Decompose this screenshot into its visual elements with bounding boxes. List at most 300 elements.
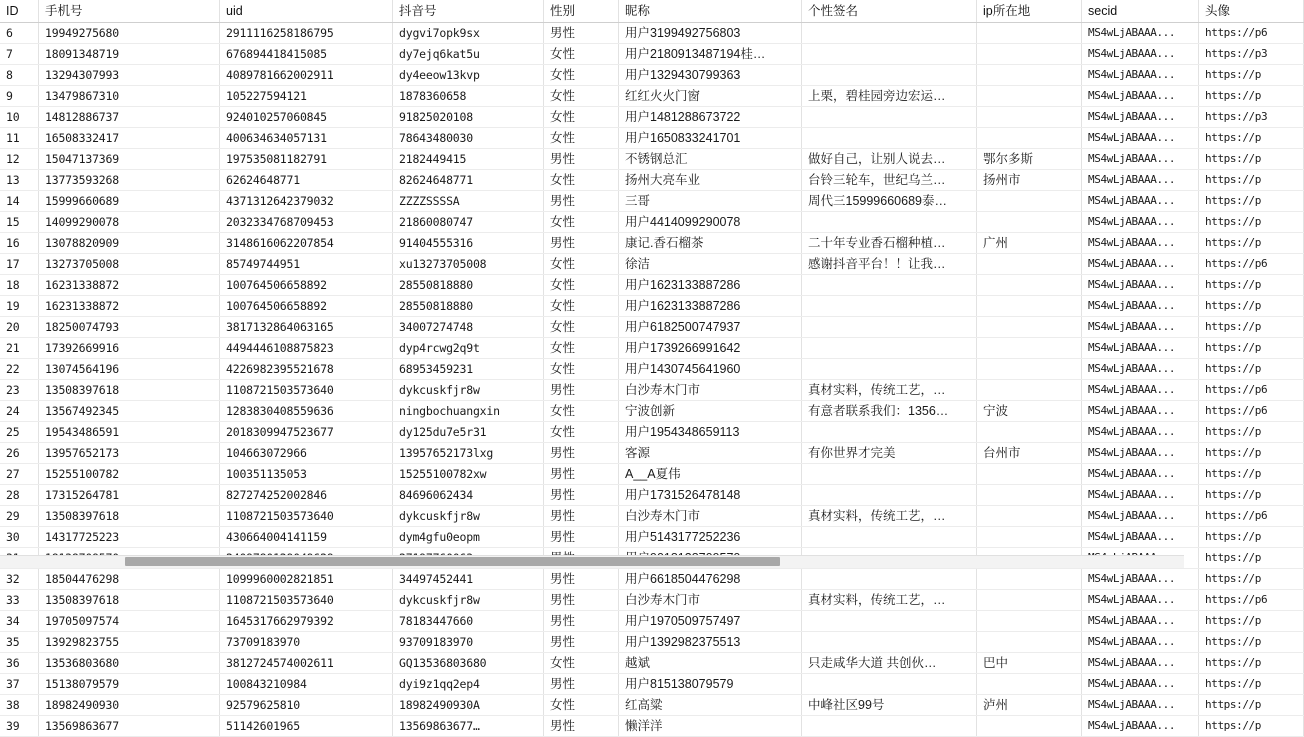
cell-phone: 14812886737 [39,107,220,128]
cell-phone: 13508397618 [39,590,220,611]
table-row[interactable] [0,527,1304,548]
cell-secid: MS4wLjABAAA... [1082,338,1199,359]
cell-gender: 女性 [544,275,619,296]
table-row[interactable] [0,569,1304,590]
cell-phone: 15255100782 [39,464,220,485]
cell-nickname: 白沙寿木门市 [619,380,802,401]
cell-nickname: 用户1623133887286 [619,296,802,317]
column-header-avatar[interactable]: 头像 [1199,0,1304,23]
cell-signature [802,338,977,359]
cell-secid: MS4wLjABAAA... [1082,695,1199,716]
cell-nickname: 徐洁 [619,254,802,275]
cell-gender: 女性 [544,317,619,338]
cell-uid: 100843210984 [220,674,393,695]
cell-nickname: 用户1739266991642 [619,338,802,359]
cell-nickname: 客源 [619,443,802,464]
cell-secid: MS4wLjABAAA... [1082,674,1199,695]
cell-gender: 女性 [544,695,619,716]
table-row[interactable] [0,380,1304,401]
cell-uid: 1645317662979392 [220,611,393,632]
cell-phone: 14099290078 [39,212,220,233]
cell-douyin: 84696062434 [393,485,544,506]
cell-douyin: GQ13536803680 [393,653,544,674]
column-header-id[interactable]: ID [0,0,39,23]
cell-id: 28 [0,485,39,506]
cell-signature [802,44,977,65]
cell-id: 30 [0,527,39,548]
cell-phone: 13567492345 [39,401,220,422]
column-header-uid[interactable]: uid [220,0,393,23]
cell-uid: 51142601965 [220,716,393,737]
column-header-signature[interactable]: 个性签名 [802,0,977,23]
cell-gender: 女性 [544,422,619,443]
cell-phone: 13508397618 [39,506,220,527]
cell-avatar: https://p [1199,611,1304,632]
table-row[interactable] [0,485,1304,506]
cell-phone: 13957652173 [39,443,220,464]
table-row[interactable] [0,716,1304,737]
cell-uid: 2911116258186795 [220,23,393,44]
cell-ip [977,359,1082,380]
table-row[interactable] [0,632,1304,653]
cell-id: 9 [0,86,39,107]
cell-signature: 做好自己，让别人说去… [802,149,977,170]
table-row[interactable] [0,317,1304,338]
table-row[interactable] [0,86,1304,107]
cell-secid: MS4wLjABAAA... [1082,527,1199,548]
cell-secid: MS4wLjABAAA... [1082,653,1199,674]
cell-phone: 13294307993 [39,65,220,86]
cell-secid: MS4wLjABAAA... [1082,44,1199,65]
table-row[interactable] [0,275,1304,296]
cell-ip [977,464,1082,485]
cell-douyin: 91825020108 [393,107,544,128]
cell-avatar: https://p6 [1199,380,1304,401]
cell-nickname: 用户1392982375513 [619,632,802,653]
cell-ip [977,65,1082,86]
cell-ip [977,380,1082,401]
cell-ip [977,674,1082,695]
cell-secid: MS4wLjABAAA... [1082,422,1199,443]
cell-douyin: ningbochuangxin [393,401,544,422]
table-row[interactable] [0,149,1304,170]
cell-secid: MS4wLjABAAA... [1082,128,1199,149]
cell-uid: 3148616062207854 [220,233,393,254]
cell-gender: 男性 [544,23,619,44]
cell-douyin: xu13273705008 [393,254,544,275]
cell-douyin: 2182449415 [393,149,544,170]
cell-avatar: https://p [1199,296,1304,317]
cell-uid: 4089781662002911 [220,65,393,86]
cell-gender: 男性 [544,611,619,632]
table-row[interactable] [0,44,1304,65]
cell-id: 17 [0,254,39,275]
cell-ip [977,569,1082,590]
cell-nickname: 用户815138079579 [619,674,802,695]
cell-gender: 男性 [544,569,619,590]
cell-secid: MS4wLjABAAA... [1082,590,1199,611]
cell-signature: 上栗，碧桂园旁边宏运… [802,86,977,107]
table-row[interactable] [0,590,1304,611]
cell-nickname: 康记.香石榴茶 [619,233,802,254]
cell-phone: 13074564196 [39,359,220,380]
cell-secid: MS4wLjABAAA... [1082,716,1199,737]
cell-signature [802,275,977,296]
cell-id: 37 [0,674,39,695]
cell-ip: 广州 [977,233,1082,254]
cell-signature: 真材实料，传统工艺，… [802,380,977,401]
cell-nickname: 用户4414099290078 [619,212,802,233]
cell-gender: 女性 [544,170,619,191]
cell-signature [802,23,977,44]
cell-gender: 女性 [544,65,619,86]
cell-avatar: https://p [1199,464,1304,485]
cell-ip: 扬州市 [977,170,1082,191]
cell-id: 6 [0,23,39,44]
cell-phone: 17392669916 [39,338,220,359]
cell-id: 10 [0,107,39,128]
cell-douyin: 78183447660 [393,611,544,632]
cell-phone: 15999660689 [39,191,220,212]
cell-secid: MS4wLjABAAA... [1082,632,1199,653]
cell-signature [802,569,977,590]
cell-gender: 女性 [544,359,619,380]
cell-avatar: https://p6 [1199,506,1304,527]
cell-uid: 100351135053 [220,464,393,485]
cell-signature [802,422,977,443]
cell-uid: 4226982395521678 [220,359,393,380]
cell-avatar: https://p [1199,653,1304,674]
cell-nickname: 懒洋洋 [619,716,802,737]
cell-secid: MS4wLjABAAA... [1082,149,1199,170]
table-row[interactable] [0,674,1304,695]
cell-nickname: 红高粱 [619,695,802,716]
cell-id: 8 [0,65,39,86]
cell-gender: 男性 [544,191,619,212]
cell-avatar: https://p [1199,422,1304,443]
cell-secid: MS4wLjABAAA... [1082,275,1199,296]
cell-avatar: https://p [1199,632,1304,653]
cell-uid: 100764506658892 [220,275,393,296]
cell-ip [977,422,1082,443]
cell-secid: MS4wLjABAAA... [1082,401,1199,422]
cell-secid: MS4wLjABAAA... [1082,317,1199,338]
cell-nickname: 用户1430745641960 [619,359,802,380]
cell-id: 22 [0,359,39,380]
cell-secid: MS4wLjABAAA... [1082,254,1199,275]
cell-avatar: https://p [1199,674,1304,695]
cell-gender: 男性 [544,632,619,653]
table-row[interactable] [0,23,1304,44]
cell-secid: MS4wLjABAAA... [1082,86,1199,107]
cell-ip: 鄂尔多斯 [977,149,1082,170]
cell-id: 16 [0,233,39,254]
cell-ip [977,485,1082,506]
table-row[interactable] [0,464,1304,485]
cell-gender: 男性 [544,380,619,401]
cell-douyin: dy4eeow13kvp [393,65,544,86]
cell-avatar: https://p [1199,170,1304,191]
cell-douyin: dygvi7opk9sx [393,23,544,44]
column-header-phone[interactable]: 手机号 [39,0,220,23]
cell-signature: 有意者联系我们：1356… [802,401,977,422]
table-row[interactable] [0,443,1304,464]
cell-secid: MS4wLjABAAA... [1082,611,1199,632]
cell-signature: 真材实料，传统工艺，… [802,506,977,527]
table-row[interactable] [0,212,1304,233]
cell-secid: MS4wLjABAAA... [1082,212,1199,233]
cell-nickname: 三哥 [619,191,802,212]
cell-id: 7 [0,44,39,65]
cell-ip [977,191,1082,212]
table-row[interactable] [0,65,1304,86]
cell-ip [977,296,1082,317]
cell-phone: 13773593268 [39,170,220,191]
column-header-gender[interactable]: 性别 [544,0,619,23]
cell-phone: 15047137369 [39,149,220,170]
cell-ip [977,527,1082,548]
cell-douyin: dykcuskfjr8w [393,380,544,401]
cell-ip [977,317,1082,338]
cell-avatar: https://p [1199,233,1304,254]
cell-ip [977,86,1082,107]
cell-douyin: ZZZZSSSSA [393,191,544,212]
cell-uid: 1108721503573640 [220,590,393,611]
column-header-secid[interactable]: secid [1082,0,1199,23]
cell-signature: 台铃三轮车，世纪乌兰… [802,170,977,191]
cell-douyin: 21860080747 [393,212,544,233]
cell-gender: 女性 [544,254,619,275]
cell-id: 11 [0,128,39,149]
cell-ip [977,632,1082,653]
cell-secid: MS4wLjABAAA... [1082,170,1199,191]
cell-gender: 男性 [544,443,619,464]
cell-signature [802,527,977,548]
cell-phone: 16508332417 [39,128,220,149]
table-row[interactable] [0,611,1304,632]
cell-secid: MS4wLjABAAA... [1082,380,1199,401]
cell-nickname: 宁波创新 [619,401,802,422]
column-header-douyin[interactable]: 抖音号 [393,0,544,23]
cell-douyin: dykcuskfjr8w [393,506,544,527]
cell-signature: 周代三15999660689泰… [802,191,977,212]
cell-uid: 62624648771 [220,170,393,191]
cell-id: 12 [0,149,39,170]
table-row[interactable] [0,170,1304,191]
cell-douyin: 13957652173lxg [393,443,544,464]
cell-avatar: https://p [1199,86,1304,107]
cell-ip [977,611,1082,632]
cell-phone: 13078820909 [39,233,220,254]
cell-avatar: https://p [1199,212,1304,233]
cell-nickname: 用户1970509757497 [619,611,802,632]
cell-id: 19 [0,296,39,317]
cell-ip [977,107,1082,128]
cell-gender: 女性 [544,107,619,128]
table-row[interactable] [0,191,1304,212]
cell-douyin: dym4gfu0eopm [393,527,544,548]
cell-secid: MS4wLjABAAA... [1082,65,1199,86]
cell-ip [977,590,1082,611]
cell-secid: MS4wLjABAAA... [1082,485,1199,506]
cell-phone: 18504476298 [39,569,220,590]
cell-nickname: 用户6182500747937 [619,317,802,338]
cell-ip: 泸州 [977,695,1082,716]
cell-id: 34 [0,611,39,632]
cell-nickname: 越斌 [619,653,802,674]
cell-signature [802,674,977,695]
cell-signature [802,632,977,653]
table-row[interactable] [0,296,1304,317]
cell-avatar: https://p [1199,338,1304,359]
table-row[interactable] [0,359,1304,380]
column-header-nickname[interactable]: 昵称 [619,0,802,23]
table-row[interactable] [0,233,1304,254]
cell-id: 27 [0,464,39,485]
cell-nickname: 不锈钢总汇 [619,149,802,170]
cell-ip [977,44,1082,65]
cell-signature: 只走咸华大道 共创伙… [802,653,977,674]
cell-secid: MS4wLjABAAA... [1082,569,1199,590]
cell-douyin: dy7ejq6kat5u [393,44,544,65]
cell-signature [802,296,977,317]
cell-signature [802,65,977,86]
cell-secid: MS4wLjABAAA... [1082,359,1199,380]
cell-id: 29 [0,506,39,527]
cell-id: 14 [0,191,39,212]
table-row[interactable] [0,128,1304,149]
cell-nickname: 红红火火门窗 [619,86,802,107]
cell-phone: 18250074793 [39,317,220,338]
cell-gender: 男性 [544,527,619,548]
cell-id: 21 [0,338,39,359]
cell-phone: 13536803680 [39,653,220,674]
cell-signature [802,128,977,149]
table-row[interactable] [0,254,1304,275]
table-row[interactable] [0,506,1304,527]
cell-phone: 18982490930 [39,695,220,716]
table-row[interactable] [0,107,1304,128]
cell-phone: 13273705008 [39,254,220,275]
cell-id: 24 [0,401,39,422]
cell-nickname: 用户6618504476298 [619,569,802,590]
cell-id: 23 [0,380,39,401]
cell-ip [977,128,1082,149]
cell-avatar: https://p [1199,569,1304,590]
cell-signature [802,212,977,233]
cell-uid: 100764506658892 [220,296,393,317]
cell-uid: 4371312642379032 [220,191,393,212]
cell-id: 18 [0,275,39,296]
cell-avatar: https://p [1199,527,1304,548]
cell-avatar: https://p [1199,443,1304,464]
cell-nickname: 用户2180913487194桂… [619,44,802,65]
cell-avatar: https://p6 [1199,590,1304,611]
cell-phone: 13508397618 [39,380,220,401]
cell-gender: 男性 [544,674,619,695]
horizontal-scrollbar-thumb[interactable] [125,557,780,566]
cell-uid: 92579625810 [220,695,393,716]
cell-phone: 19543486591 [39,422,220,443]
cell-nickname: 用户3199492756803 [619,23,802,44]
cell-signature: 有你世界才完美 [802,443,977,464]
table-body [0,23,1304,737]
cell-signature: 二十年专业香石榴种植… [802,233,977,254]
cell-avatar: https://p3 [1199,44,1304,65]
cell-avatar: https://p [1199,695,1304,716]
cell-douyin: 18982490930A [393,695,544,716]
cell-douyin: 28550818880 [393,296,544,317]
table-row[interactable] [0,401,1304,422]
cell-id: 36 [0,653,39,674]
cell-id: 35 [0,632,39,653]
cell-nickname: 扬州大亮车业 [619,170,802,191]
cell-secid: MS4wLjABAAA... [1082,191,1199,212]
cell-douyin: 28550818880 [393,275,544,296]
cell-avatar: https://p6 [1199,401,1304,422]
cell-ip [977,23,1082,44]
cell-nickname: 白沙寿木门市 [619,506,802,527]
cell-douyin: 82624648771 [393,170,544,191]
cell-avatar: https://p [1199,128,1304,149]
cell-gender: 男性 [544,485,619,506]
cell-signature [802,317,977,338]
cell-ip: 台州市 [977,443,1082,464]
cell-avatar: https://p [1199,485,1304,506]
cell-uid: 3817132864063165 [220,317,393,338]
cell-uid: 2018309947523677 [220,422,393,443]
cell-signature [802,611,977,632]
table-row[interactable] [0,695,1304,716]
horizontal-scrollbar[interactable] [0,555,1184,568]
cell-secid: MS4wLjABAAA... [1082,23,1199,44]
cell-douyin: 34007274748 [393,317,544,338]
cell-avatar: https://p [1199,359,1304,380]
cell-nickname: 白沙寿木门市 [619,590,802,611]
cell-douyin: 93709183970 [393,632,544,653]
table-row[interactable] [0,422,1304,443]
table-row[interactable] [0,338,1304,359]
column-header-ip[interactable]: ip所在地 [977,0,1082,23]
cell-signature [802,464,977,485]
cell-uid: 1283830408559636 [220,401,393,422]
cell-phone: 14317725223 [39,527,220,548]
cell-phone: 19949275680 [39,23,220,44]
cell-signature [802,107,977,128]
cell-ip [977,275,1082,296]
cell-ip [977,716,1082,737]
cell-phone: 17315264781 [39,485,220,506]
cell-uid: 1108721503573640 [220,506,393,527]
cell-uid: 827274252002846 [220,485,393,506]
cell-gender: 女性 [544,212,619,233]
cell-uid: 1099960002821851 [220,569,393,590]
cell-douyin: 15255100782xw [393,464,544,485]
cell-douyin: 68953459231 [393,359,544,380]
cell-signature: 真材实料，传统工艺，… [802,590,977,611]
cell-id: 20 [0,317,39,338]
cell-gender: 女性 [544,296,619,317]
cell-phone: 18091348719 [39,44,220,65]
cell-avatar: https://p [1199,548,1304,569]
cell-douyin: dy125du7e5r31 [393,422,544,443]
table-row[interactable] [0,653,1304,674]
cell-uid: 85749744951 [220,254,393,275]
cell-phone: 13929823755 [39,632,220,653]
cell-nickname: 用户5143177252236 [619,527,802,548]
cell-uid: 430664004141159 [220,527,393,548]
cell-signature [802,485,977,506]
